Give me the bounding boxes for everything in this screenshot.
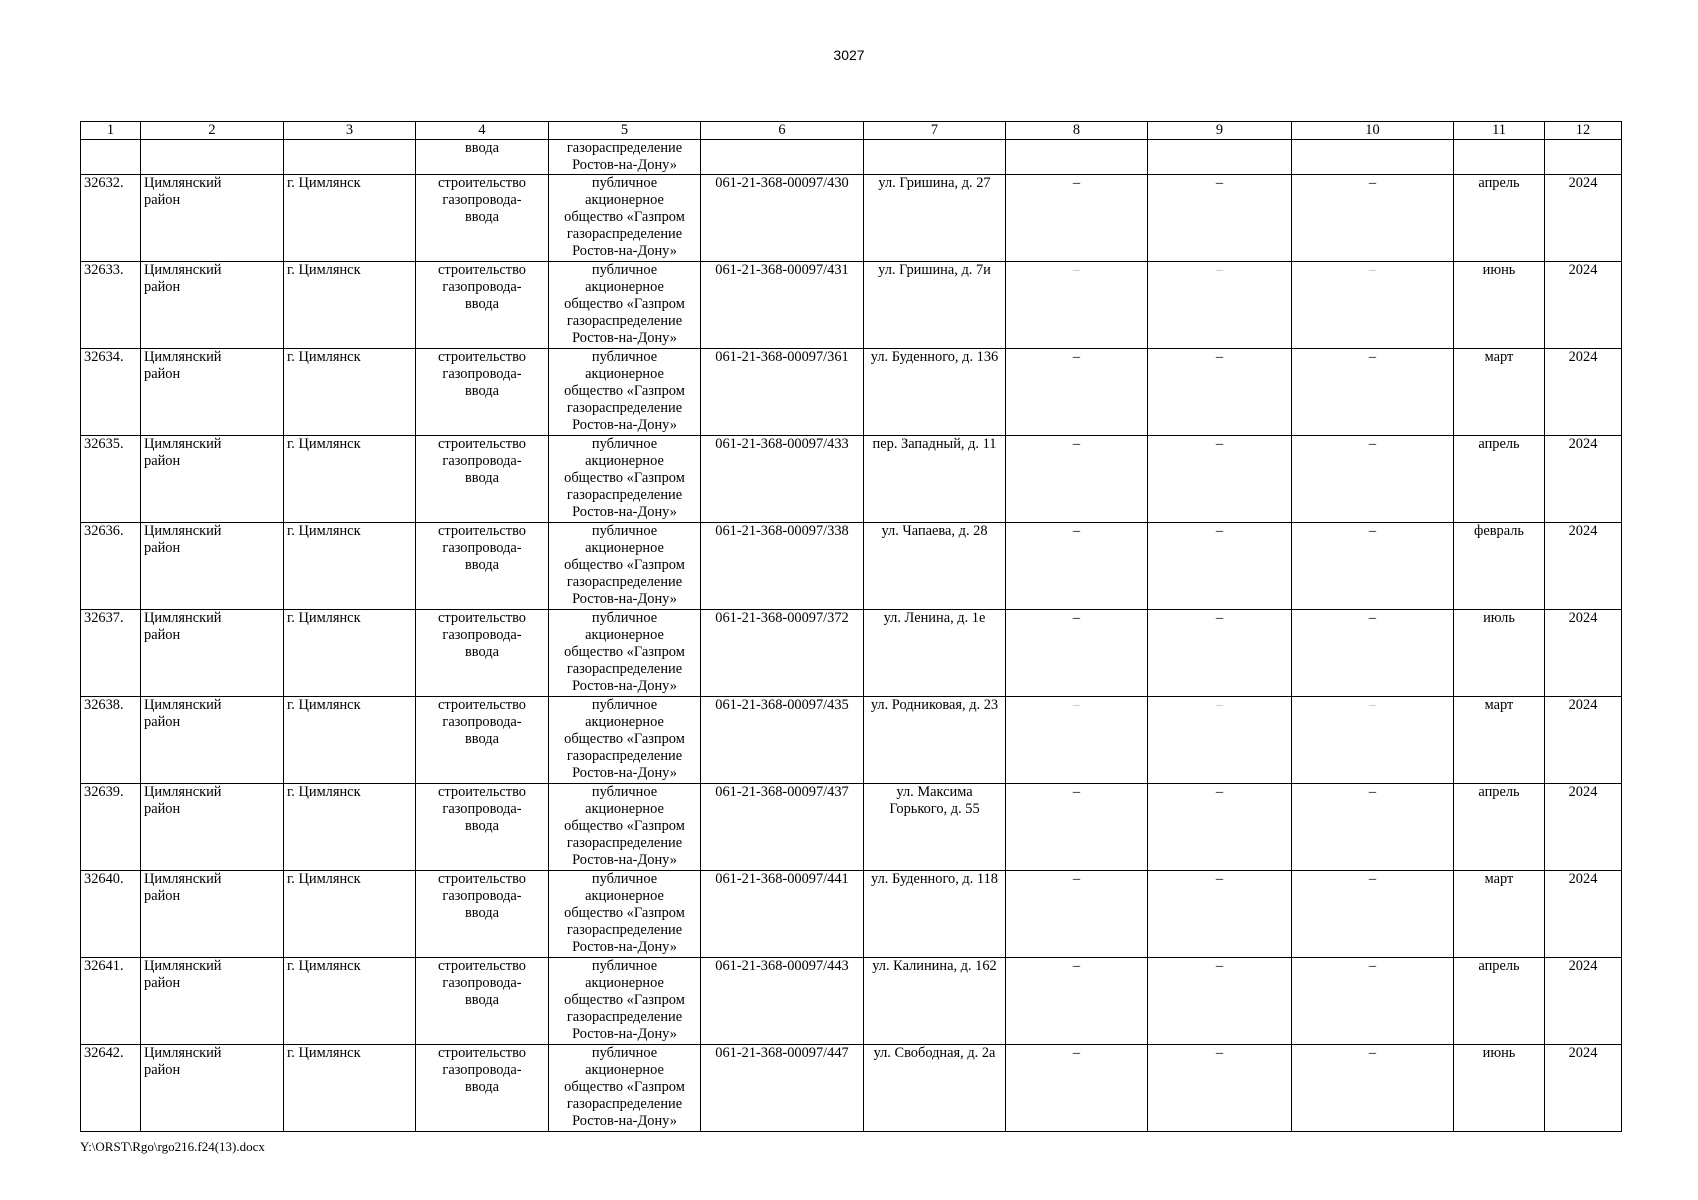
month-cell: апрель	[1454, 784, 1545, 871]
table-row	[81, 697, 1622, 784]
column-header: 9	[1148, 122, 1292, 140]
organization-cell: публичное акционерное общество «Газпром газораспределение Ростов-на-Дону»	[549, 958, 701, 1045]
permit-code-cell: 061-21-368-00097/372	[701, 610, 864, 697]
organization-cell: публичное акционерное общество «Газпром газораспределение Ростов-на-Дону»	[549, 436, 701, 523]
col10-cell: –	[1292, 871, 1454, 958]
work-type-cell: строительство газопровода- ввода	[416, 697, 549, 784]
col10-cell: –	[1292, 523, 1454, 610]
year-cell: 2024	[1545, 871, 1622, 958]
year-cell: 2024	[1545, 784, 1622, 871]
district-cell: Цимлянский район	[141, 871, 284, 958]
col9-cell: –	[1148, 175, 1292, 262]
address-cell: ул. Максима Горького, д. 55	[864, 784, 1006, 871]
year-cell: 2024	[1545, 436, 1622, 523]
row-number-cell: 32632.	[81, 175, 141, 262]
col10-cell: –	[1292, 784, 1454, 871]
city-cell: г. Цимлянск	[284, 958, 416, 1045]
work-type-cell: ввода	[416, 140, 549, 175]
row-number-cell: 32638.	[81, 697, 141, 784]
district-cell: Цимлянский район	[141, 523, 284, 610]
row-number-cell: 32635.	[81, 436, 141, 523]
city-cell: г. Цимлянск	[284, 610, 416, 697]
year-cell: 2024	[1545, 262, 1622, 349]
work-type-cell: строительство газопровода- ввода	[416, 784, 549, 871]
permit-code-cell: 061-21-368-00097/338	[701, 523, 864, 610]
document-path: Y:\ORST\Rgo\rgo216.f24(13).docx	[80, 1139, 265, 1154]
work-type-cell: строительство газопровода- ввода	[416, 610, 549, 697]
col9-cell: –	[1148, 349, 1292, 436]
column-header: 11	[1454, 122, 1545, 140]
table-row	[81, 349, 1622, 436]
address-cell: ул. Калинина, д. 162	[864, 958, 1006, 1045]
permit-code-cell: 061-21-368-00097/443	[701, 958, 864, 1045]
col9-cell: –	[1148, 697, 1292, 784]
month-cell: июнь	[1454, 1045, 1545, 1132]
permit-code-cell: 061-21-368-00097/433	[701, 436, 864, 523]
address-cell: ул. Родниковая, д. 23	[864, 697, 1006, 784]
col9-cell: –	[1148, 784, 1292, 871]
city-cell: г. Цимлянск	[284, 436, 416, 523]
district-cell: Цимлянский район	[141, 610, 284, 697]
column-header: 5	[549, 122, 701, 140]
address-cell: ул. Буденного, д. 118	[864, 871, 1006, 958]
organization-cell: публичное акционерное общество «Газпром газораспределение Ростов-на-Дону»	[549, 349, 701, 436]
col10-cell: –	[1292, 697, 1454, 784]
month-cell: февраль	[1454, 523, 1545, 610]
organization-cell: публичное акционерное общество «Газпром газораспределение Ростов-на-Дону»	[549, 523, 701, 610]
col9-cell: –	[1148, 436, 1292, 523]
row-number-cell: 32633.	[81, 262, 141, 349]
month-cell: апрель	[1454, 175, 1545, 262]
col9-cell: –	[1148, 958, 1292, 1045]
address-cell: ул. Буденного, д. 136	[864, 349, 1006, 436]
month-cell: июль	[1454, 610, 1545, 697]
col9-cell: –	[1148, 871, 1292, 958]
col8-cell: –	[1006, 610, 1148, 697]
year-cell: 2024	[1545, 610, 1622, 697]
work-type-cell: строительство газопровода- ввода	[416, 262, 549, 349]
col10-cell: –	[1292, 349, 1454, 436]
col9-cell: –	[1148, 523, 1292, 610]
row-number-cell: 32640.	[81, 871, 141, 958]
row-number-cell: 32641.	[81, 958, 141, 1045]
year-cell: 2024	[1545, 697, 1622, 784]
col8-cell: –	[1006, 523, 1148, 610]
organization-cell: публичное акционерное общество «Газпром газораспределение Ростов-на-Дону»	[549, 697, 701, 784]
col8-cell: –	[1006, 262, 1148, 349]
table-row	[81, 958, 1622, 1045]
city-cell: г. Цимлянск	[284, 175, 416, 262]
work-type-cell: строительство газопровода- ввода	[416, 175, 549, 262]
row-number-cell: 32636.	[81, 523, 141, 610]
city-cell: г. Цимлянск	[284, 523, 416, 610]
address-cell: пер. Западный, д. 11	[864, 436, 1006, 523]
col9-cell: –	[1148, 610, 1292, 697]
col8-cell: –	[1006, 697, 1148, 784]
month-cell: март	[1454, 871, 1545, 958]
col8-cell: –	[1006, 784, 1148, 871]
continuation-row	[81, 140, 1622, 175]
district-cell: Цимлянский район	[141, 349, 284, 436]
city-cell: г. Цимлянск	[284, 1045, 416, 1132]
work-type-cell: строительство газопровода- ввода	[416, 436, 549, 523]
permit-code-cell: 061-21-368-00097/437	[701, 784, 864, 871]
row-number-cell: 32637.	[81, 610, 141, 697]
work-type-cell: строительство газопровода- ввода	[416, 523, 549, 610]
col10-cell: –	[1292, 175, 1454, 262]
column-header: 3	[284, 122, 416, 140]
table-row	[81, 262, 1622, 349]
district-cell: Цимлянский район	[141, 262, 284, 349]
table-row	[81, 523, 1622, 610]
work-type-cell: строительство газопровода- ввода	[416, 958, 549, 1045]
year-cell: 2024	[1545, 1045, 1622, 1132]
col8-cell: –	[1006, 436, 1148, 523]
permit-code-cell: 061-21-368-00097/441	[701, 871, 864, 958]
permit-code-cell: 061-21-368-00097/431	[701, 262, 864, 349]
column-header: 4	[416, 122, 549, 140]
column-header: 10	[1292, 122, 1454, 140]
district-cell: Цимлянский район	[141, 958, 284, 1045]
month-cell: июнь	[1454, 262, 1545, 349]
district-cell: Цимлянский район	[141, 1045, 284, 1132]
permit-code-cell: 061-21-368-00097/430	[701, 175, 864, 262]
col10-cell: –	[1292, 610, 1454, 697]
table-row	[81, 784, 1622, 871]
col10-cell: –	[1292, 262, 1454, 349]
column-header: 8	[1006, 122, 1148, 140]
city-cell: г. Цимлянск	[284, 262, 416, 349]
column-header: 1	[81, 122, 141, 140]
col8-cell: –	[1006, 958, 1148, 1045]
year-cell: 2024	[1545, 175, 1622, 262]
organization-cell: публичное акционерное общество «Газпром газораспределение Ростов-на-Дону»	[549, 610, 701, 697]
permit-code-cell: 061-21-368-00097/361	[701, 349, 864, 436]
col8-cell: –	[1006, 1045, 1148, 1132]
column-header: 12	[1545, 122, 1622, 140]
district-cell: Цимлянский район	[141, 175, 284, 262]
work-type-cell: строительство газопровода- ввода	[416, 871, 549, 958]
table-row	[81, 175, 1622, 262]
permit-code-cell: 061-21-368-00097/447	[701, 1045, 864, 1132]
work-type-cell: строительство газопровода- ввода	[416, 1045, 549, 1132]
organization-cell: публичное акционерное общество «Газпром газораспределение Ростов-на-Дону»	[549, 1045, 701, 1132]
table-row	[81, 871, 1622, 958]
address-cell: ул. Ленина, д. 1е	[864, 610, 1006, 697]
col8-cell: –	[1006, 871, 1148, 958]
organization-cell: публичное акционерное общество «Газпром газораспределение Ростов-на-Дону»	[549, 262, 701, 349]
registry-table	[80, 121, 1622, 1132]
table-row	[81, 1045, 1622, 1132]
permit-code-cell: 061-21-368-00097/435	[701, 697, 864, 784]
year-cell: 2024	[1545, 523, 1622, 610]
col10-cell: –	[1292, 1045, 1454, 1132]
organization-cell: публичное акционерное общество «Газпром газораспределение Ростов-на-Дону»	[549, 871, 701, 958]
district-cell: Цимлянский район	[141, 697, 284, 784]
work-type-cell: строительство газопровода- ввода	[416, 349, 549, 436]
month-cell: апрель	[1454, 958, 1545, 1045]
address-cell: ул. Гришина, д. 7и	[864, 262, 1006, 349]
address-cell: ул. Гришина, д. 27	[864, 175, 1006, 262]
col8-cell: –	[1006, 175, 1148, 262]
year-cell: 2024	[1545, 349, 1622, 436]
month-cell: март	[1454, 349, 1545, 436]
organization-cell: публичное акционерное общество «Газпром газораспределение Ростов-на-Дону»	[549, 175, 701, 262]
organization-cell: публичное акционерное общество «Газпром газораспределение Ростов-на-Дону»	[549, 784, 701, 871]
city-cell: г. Цимлянск	[284, 784, 416, 871]
col8-cell: –	[1006, 349, 1148, 436]
table-row	[81, 436, 1622, 523]
district-cell: Цимлянский район	[141, 784, 284, 871]
city-cell: г. Цимлянск	[284, 697, 416, 784]
address-cell: ул. Свободная, д. 2а	[864, 1045, 1006, 1132]
address-cell: ул. Чапаева, д. 28	[864, 523, 1006, 610]
column-header: 2	[141, 122, 284, 140]
row-number-cell: 32642.	[81, 1045, 141, 1132]
page-number: 3027	[833, 47, 865, 63]
column-header: 7	[864, 122, 1006, 140]
row-number-cell: 32639.	[81, 784, 141, 871]
column-header: 6	[701, 122, 864, 140]
city-cell: г. Цимлянск	[284, 871, 416, 958]
month-cell: апрель	[1454, 436, 1545, 523]
table-row	[81, 610, 1622, 697]
month-cell: март	[1454, 697, 1545, 784]
organization-cell: газораспределение Ростов-на-Дону»	[549, 140, 701, 175]
city-cell: г. Цимлянск	[284, 349, 416, 436]
col9-cell: –	[1148, 1045, 1292, 1132]
col9-cell: –	[1148, 262, 1292, 349]
district-cell: Цимлянский район	[141, 436, 284, 523]
year-cell: 2024	[1545, 958, 1622, 1045]
col10-cell: –	[1292, 436, 1454, 523]
column-number-row	[81, 122, 1622, 140]
row-number-cell: 32634.	[81, 349, 141, 436]
col10-cell: –	[1292, 958, 1454, 1045]
